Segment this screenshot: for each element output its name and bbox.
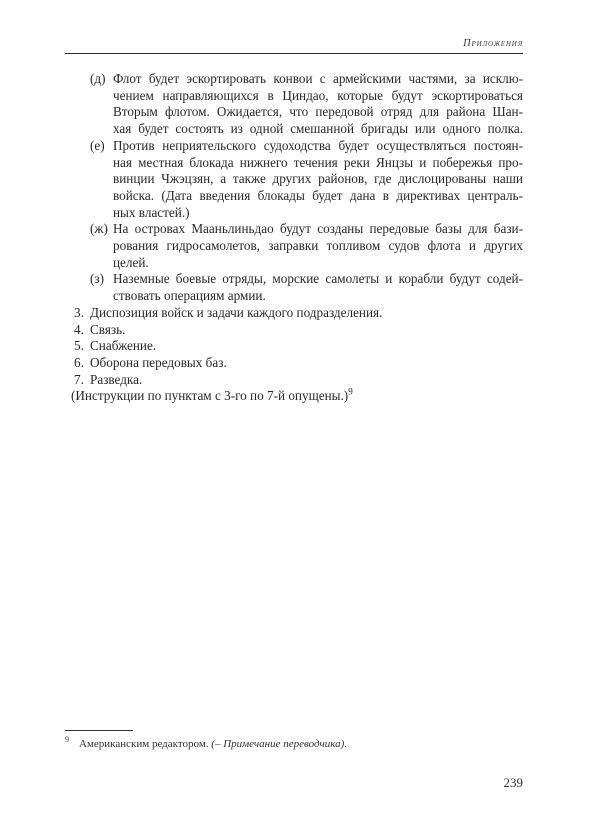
- closing-note: [71, 388, 523, 405]
- header-rule: [65, 53, 523, 54]
- text-line: Наземные боевые отряды, морские самолеты и корабли будут содей-: [113, 271, 523, 287]
- item-marker: (е): [90, 137, 105, 153]
- text-line: Вторым флотом. Ожидается, что передовой отряд для района Шан-: [113, 104, 523, 120]
- text-line: Против неприятельского судоходства будет осуществляться постоян-: [113, 137, 523, 153]
- text-line: войска. (Дата введения блокады будет дана в директивах централь-: [113, 187, 523, 203]
- text-line: ствовать операциям армии.: [113, 288, 266, 304]
- text-line: ная местная блокада нижнего течения реки Янцзы и побережья про-: [113, 154, 523, 170]
- footnote-text: Американским редактором.: [79, 738, 212, 750]
- footnote-marker: 9: [65, 735, 69, 745]
- item-marker: 6.: [74, 354, 84, 370]
- item-marker: 3.: [74, 304, 84, 320]
- text-line: рования гидросамолетов, заправки топливом судов флота и других: [113, 238, 523, 254]
- item-marker: (ж): [90, 221, 108, 237]
- numbered-item-3: [65, 305, 523, 322]
- footnote-rule: [65, 730, 133, 731]
- text-line: На островах Мааньлиньдао будут созданы передовые базы для бази-: [113, 221, 523, 237]
- text-line: ных властей.): [113, 204, 190, 220]
- text-line: целей.: [113, 254, 149, 270]
- footnote-translator-note: (– Примечание переводчика).: [211, 738, 348, 750]
- numbered-item-7: [65, 372, 523, 389]
- numbered-item-5: [65, 338, 523, 355]
- footnote: [65, 735, 523, 752]
- numbered-item-6: [65, 355, 523, 372]
- lettered-item-e: [65, 138, 523, 222]
- footnote-reference: 9: [348, 386, 353, 397]
- item-marker: (д): [90, 71, 106, 86]
- text-line: Оборона передовых баз.: [90, 354, 227, 370]
- item-marker: 4.: [74, 321, 84, 337]
- item-marker: (з): [90, 271, 104, 287]
- text-line: Флот будет эскортировать конвои с армейскими частями, за исклю-: [113, 71, 523, 86]
- text-line: Снабжение.: [90, 338, 157, 354]
- text-line: Разведка.: [90, 371, 143, 387]
- page-number: 239: [503, 775, 523, 790]
- text-line: Связь.: [90, 321, 126, 337]
- closing-note-text: (Инструкции по пунктам с 3-го по 7-й опущены.): [71, 388, 349, 404]
- text-line: винции Чжэцзян, а также других районов, где дислоцированы наши: [113, 171, 523, 187]
- lettered-item-d: [65, 71, 523, 138]
- page-body: [65, 71, 523, 405]
- text-line: Диспозиция войск и задачи каждого подразделения.: [90, 304, 383, 320]
- text-line: чением направляющихся в Циндао, которые будут эскортироваться: [113, 87, 523, 103]
- item-marker: 5.: [74, 338, 84, 354]
- numbered-item-4: [65, 322, 523, 339]
- text-line: хая будет состоять из одной смешанной бригады или одного полка.: [113, 121, 523, 137]
- lettered-item-zh: [65, 221, 523, 271]
- lettered-item-z: [65, 271, 523, 304]
- running-header: Приложения: [463, 38, 523, 49]
- item-marker: 7.: [74, 371, 84, 387]
